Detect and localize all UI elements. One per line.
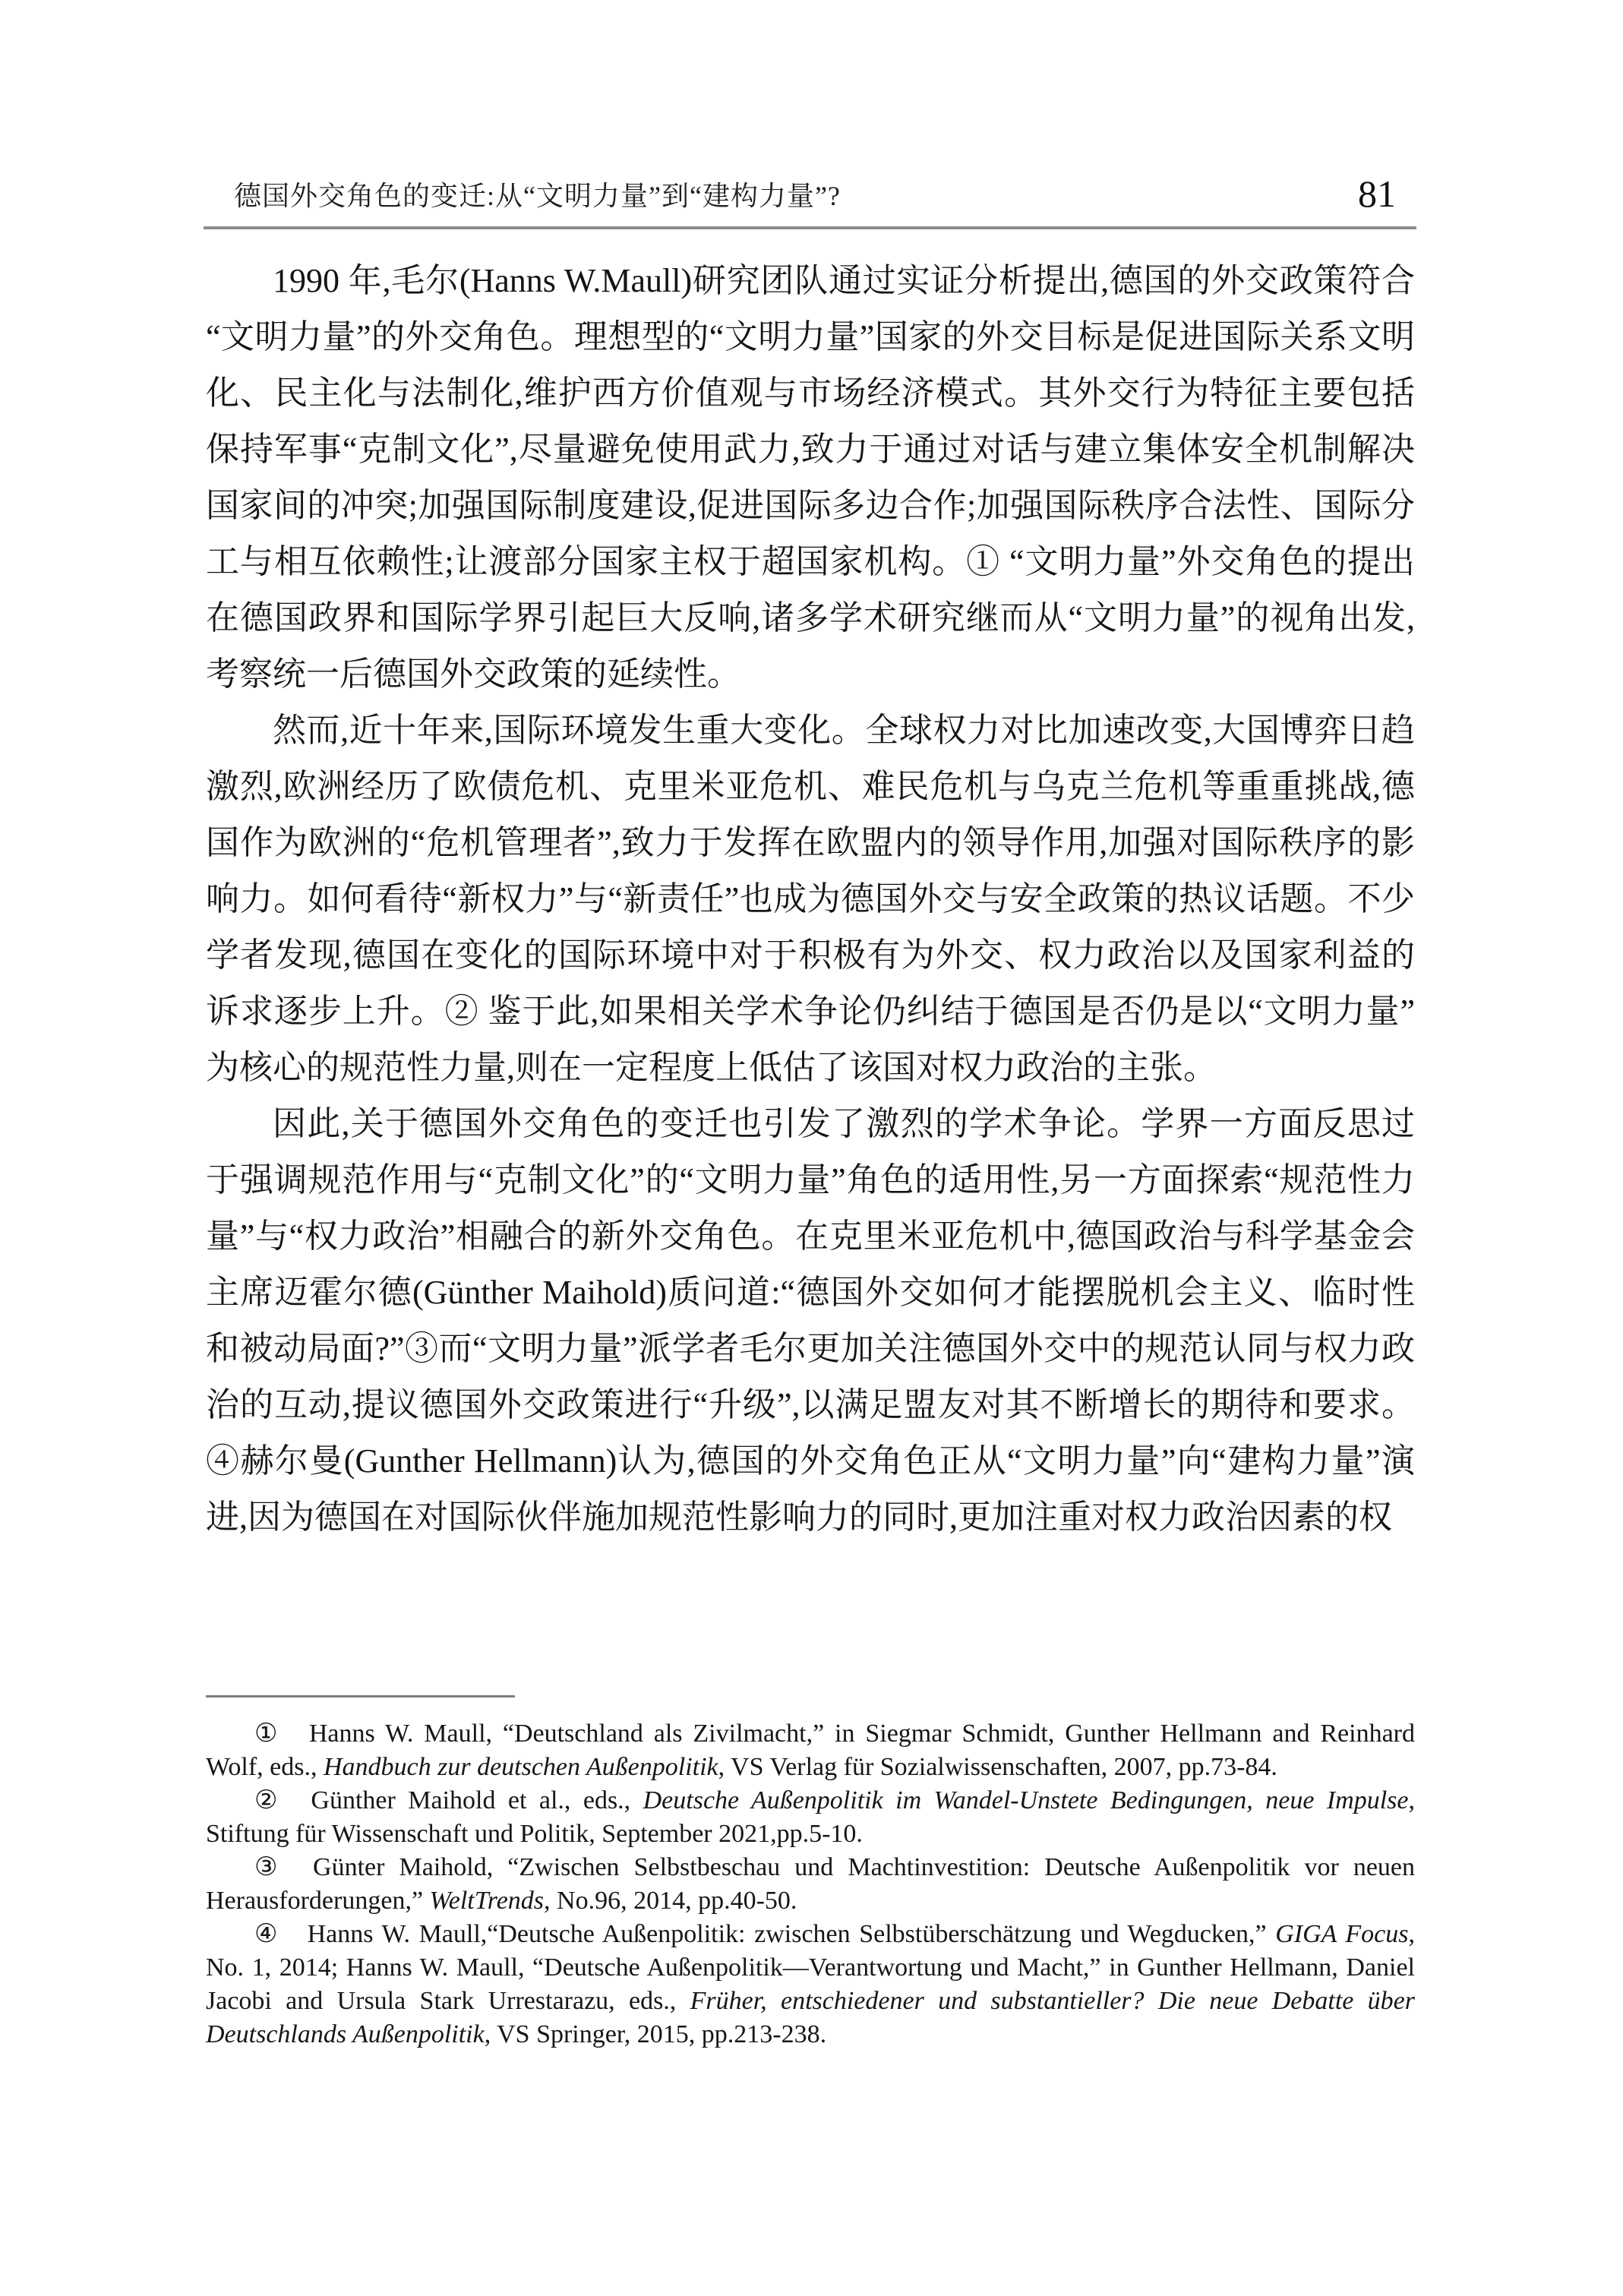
footnote-separator — [206, 1695, 515, 1698]
footnote-text: Hanns W. Maull,“Deutsche Außenpolitik: zwischen Selbstüberschätzung und Wegducken,” — [307, 1920, 1276, 1948]
footnote-title-italic: Handbuch zur deutschen Außenpolitik — [323, 1753, 718, 1781]
footnote-text: Günther Maihold et al., eds., — [311, 1786, 643, 1814]
running-title: 德国外交角色的变迁:从“文明力量”到“建构力量”? — [234, 181, 841, 211]
body-paragraph-2: 然而,近十年来,国际环境发生重大变化。全球权力对比加速改变,大国博弈日趋激烈,欧洲经历了欧债危机、克里米亚危机、难民危机与乌克兰危机等重重挑战,德国作为欧洲的“危机管理者”,致力于发挥在欧盟内的领导作用,加强对国际秩序的影响力。如何看待“新权力”与“新责任”也成为德国外交与安全政策的热议话题。不少学者发现,德国在变化的国际环境中对于积极有为外交、权力政治以及国家利益的诉求逐步上升。② 鉴于此,如果相关学术争论仍纠结于德国是否仍是以“文明力量”为核心的规范性力量,则在一定程度上低估了该国对权力政治的主张。 — [206, 712, 1415, 1086]
footnote-text: , Stiftung für Wissenschaft und Politik, September 2021,pp.5-10. — [206, 1786, 1415, 1848]
footnote-text: , No.96, 2014, pp.40-50. — [544, 1887, 797, 1915]
footnote-title-italic: GIGA Focus — [1275, 1920, 1409, 1948]
header-rule — [204, 226, 1416, 229]
article-body — [206, 253, 1415, 1546]
footnote-title-italic: WeltTrends — [429, 1887, 545, 1915]
footnote-3 — [206, 1851, 1415, 1918]
page-number: 81 — [1358, 172, 1396, 215]
footnote-marker: ④ — [254, 1920, 280, 1948]
footnote-2 — [206, 1784, 1415, 1851]
body-paragraph-3: 因此,关于德国外交角色的变迁也引发了激烈的学术争论。学界一方面反思过于强调规范作用与“克制文化”的“文明力量”角色的适用性,另一方面探索“规范性力量”与“权力政治”相融合的新外交角色。在克里米亚危机中,德国政治与科学基金会主席迈霍尔德(Günther Maihold)质问道:“德国外交如何才能摆脱机会主义、临时性和被动局面?”③而“文明力量”派学者毛尔更加关注德国外交中的规范认同与权力政治的互动,提议德国外交政策进行“升级”,以满足盟友对其不断增长的期待和要求。④赫尔曼(Gunther Hellmann)认为,德国的外交角色正从“文明力量”向“建构力量”演进,因为德国在对国际伙伴施加规范性影响力的同时,更加注重对权力政治因素的权 — [206, 1105, 1415, 1536]
footnotes-block — [206, 1717, 1415, 2051]
footnote-text: Hanns W. Maull, “Deutschland als Zivilmacht,” in Siegmar Schmidt, Gunther Hellmann and Reinhard Wolf, eds., — [206, 1720, 1415, 1781]
footnote-marker: ② — [254, 1786, 284, 1814]
footnote-marker: ③ — [254, 1853, 286, 1881]
footnote-text: , VS Springer, 2015, pp.213-238. — [484, 2020, 827, 2048]
footnote-text: , No. 1, 2014; Hanns W. Maull, “Deutsche Außenpolitik—Verantwortung und Macht,” in Gunther Hellmann, Daniel Jacobi and Ursula Stark Urrestarazu, eds., — [206, 1920, 1415, 2015]
footnote-title-italic: Deutsche Außenpolitik im Wandel-Unstete Bedingungen, neue Impulse — [643, 1786, 1409, 1814]
footnote-text: , VS Verlag für Sozialwissenschaften, 2007, pp.73-84. — [718, 1753, 1277, 1781]
footnote-title-italic: Früher, entschiedener und substantieller? Die neue Debatte über Deutschlands Außenpolitik — [206, 1987, 1415, 2048]
body-paragraph-1: 1990 年,毛尔(Hanns W.Maull)研究团队通过实证分析提出,德国的外交政策符合“文明力量”的外交角色。理想型的“文明力量”国家的外交目标是促进国际关系文明化、民主化与法制化,维护西方价值观与市场经济模式。其外交行为特征主要包括保持军事“克制文化”,尽量避免使用武力,致力于通过对话与建立集体安全机制解决国家间的冲突;加强国际制度建设,促进国际多边合作;加强国际秩序合法性、国际分工与相互依赖性;让渡部分国家主权于超国家机构。① “文明力量”外交角色的提出在德国政界和国际学界引起巨大反响,诸多学术研究继而从“文明力量”的视角出发,考察统一后德国外交政策的延续性。 — [206, 262, 1415, 693]
footnote-text: Günter Maihold, “Zwischen Selbstbeschau und Machtinvestition: Deutsche Außenpolitik vor neuen Herausforderungen,” — [206, 1853, 1416, 1915]
footnote-1 — [206, 1717, 1415, 1784]
footnote-4 — [206, 1918, 1415, 2051]
footnote-marker: ① — [254, 1720, 282, 1748]
